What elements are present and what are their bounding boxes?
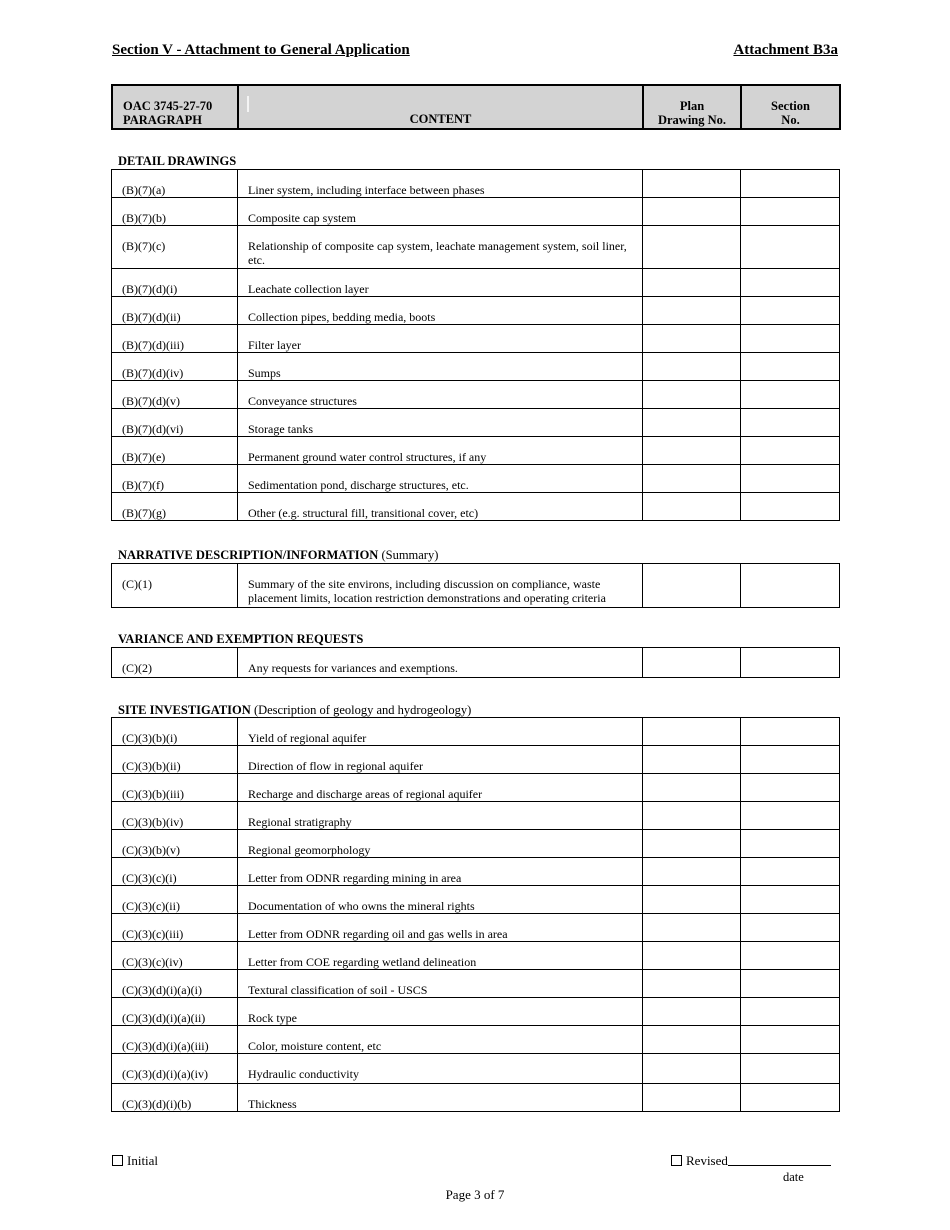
section-no-cell[interactable] — [741, 226, 840, 269]
content-cell: Conveyance structures — [238, 381, 643, 409]
plan-drawing-cell[interactable] — [643, 381, 741, 409]
content-cell: Composite cap system — [238, 198, 643, 226]
paragraph-cell: (C)(3)(c)(ii) — [112, 886, 238, 914]
content-cell: Letter from ODNR regarding oil and gas wells in area — [238, 914, 643, 942]
section-title-narrative — [118, 548, 438, 563]
section-no-cell[interactable] — [741, 942, 840, 970]
content-cell: Letter from COE regarding wetland delineation — [238, 942, 643, 970]
header-paragraph-line2: PARAGRAPH — [123, 113, 202, 127]
paragraph-cell: (C)(3)(c)(iv) — [112, 942, 238, 970]
revised-date-line[interactable] — [728, 1154, 831, 1166]
section-title-variance — [118, 632, 363, 647]
content-cell: Liner system, including interface between phases — [238, 170, 643, 198]
table-row — [112, 1054, 840, 1084]
page-header — [112, 42, 838, 62]
table-row — [112, 170, 840, 198]
paragraph-cell: (C)(3)(b)(ii) — [112, 746, 238, 774]
plan-drawing-cell[interactable] — [643, 998, 741, 1026]
section-no-cell[interactable] — [741, 269, 840, 297]
paragraph-cell: (B)(7)(d)(vi) — [112, 409, 238, 437]
section-no-cell[interactable] — [741, 1026, 840, 1054]
plan-drawing-cell[interactable] — [643, 198, 741, 226]
table-row — [112, 381, 840, 409]
paragraph-cell: (C)(3)(b)(iii) — [112, 774, 238, 802]
section-no-cell[interactable] — [741, 297, 840, 325]
table-row — [112, 353, 840, 381]
paragraph-cell: (B)(7)(d)(ii) — [112, 297, 238, 325]
initial-option[interactable] — [112, 1153, 158, 1169]
paragraph-cell: (C)(3)(d)(i)(b) — [112, 1084, 238, 1112]
section-no-cell[interactable] — [741, 170, 840, 198]
plan-drawing-cell[interactable] — [643, 886, 741, 914]
plan-drawing-cell[interactable] — [643, 858, 741, 886]
content-cell: Permanent ground water control structures, if any — [238, 437, 643, 465]
section-title-site — [118, 703, 471, 718]
table-row — [112, 437, 840, 465]
column-header-table — [111, 84, 841, 130]
section-no-cell[interactable] — [741, 465, 840, 493]
header-plan-line2: Drawing No. — [657, 113, 727, 127]
header-plan-drawing — [643, 85, 741, 129]
plan-drawing-cell[interactable] — [643, 830, 741, 858]
content-cell: Textural classification of soil - USCS — [238, 970, 643, 998]
plan-drawing-cell[interactable] — [643, 774, 741, 802]
table-row — [112, 325, 840, 353]
plan-drawing-cell[interactable] — [643, 1026, 741, 1054]
cursor-mark — [247, 96, 249, 112]
table-row — [112, 998, 840, 1026]
table-row — [112, 774, 840, 802]
section-no-cell[interactable] — [741, 718, 840, 746]
content-cell: Hydraulic conductivity — [238, 1054, 643, 1084]
paragraph-cell: (B)(7)(d)(v) — [112, 381, 238, 409]
paragraph-cell: (C)(3)(d)(i)(a)(iv) — [112, 1054, 238, 1084]
plan-drawing-cell[interactable] — [643, 465, 741, 493]
detail-title: DETAIL DRAWINGS — [118, 154, 237, 168]
header-plan-line1: Plan — [679, 99, 705, 113]
section-no-cell[interactable] — [741, 886, 840, 914]
narrative-title: NARRATIVE DESCRIPTION/INFORMATION — [118, 548, 379, 562]
plan-drawing-cell[interactable] — [643, 1054, 741, 1084]
paragraph-cell: (C)(3)(c)(iii) — [112, 914, 238, 942]
plan-drawing-cell[interactable] — [643, 648, 741, 678]
section-no-cell[interactable] — [741, 914, 840, 942]
plan-drawing-cell[interactable] — [643, 353, 741, 381]
content-cell: Direction of flow in regional aquifer — [238, 746, 643, 774]
paragraph-cell: (C)(3)(c)(i) — [112, 858, 238, 886]
paragraph-cell: (C)(3)(b)(i) — [112, 718, 238, 746]
table-row — [112, 1026, 840, 1054]
initial-label: Initial — [127, 1153, 159, 1168]
table-row — [112, 269, 840, 297]
table-row — [112, 914, 840, 942]
revised-checkbox[interactable] — [671, 1155, 682, 1166]
content-cell: Any requests for variances and exemptions. — [238, 648, 643, 678]
content-cell: Sumps — [238, 353, 643, 381]
header-paragraph-line1: OAC 3745-27-70 — [123, 99, 213, 113]
paragraph-cell: (C)(3)(b)(iv) — [112, 802, 238, 830]
paragraph-cell: (B)(7)(f) — [112, 465, 238, 493]
section-no-cell[interactable] — [741, 325, 840, 353]
content-cell: Sedimentation pond, discharge structures, etc. — [238, 465, 643, 493]
narrative-table — [111, 563, 840, 608]
plan-drawing-cell[interactable] — [643, 746, 741, 774]
table-row — [112, 198, 840, 226]
content-cell: Regional geomorphology — [238, 830, 643, 858]
site-title: SITE INVESTIGATION — [118, 703, 251, 717]
content-cell: Filter layer — [238, 325, 643, 353]
table-row — [112, 226, 840, 269]
section-no-cell[interactable] — [741, 774, 840, 802]
paragraph-cell: (B)(7)(g) — [112, 493, 238, 521]
content-cell: Thickness — [238, 1084, 643, 1112]
table-row — [112, 718, 840, 746]
section-no-cell[interactable] — [741, 381, 840, 409]
document-title: Section V - Attachment to General Application — [112, 42, 410, 58]
section-no-cell[interactable] — [741, 970, 840, 998]
table-row — [112, 858, 840, 886]
section-no-cell[interactable] — [741, 198, 840, 226]
paragraph-cell: (C)(1) — [112, 564, 238, 608]
section-no-cell[interactable] — [741, 564, 840, 608]
plan-drawing-cell[interactable] — [643, 802, 741, 830]
content-cell: Regional stratigraphy — [238, 802, 643, 830]
plan-drawing-cell[interactable] — [643, 564, 741, 608]
header-section-line2: No. — [781, 113, 800, 127]
detail-drawings-table — [111, 169, 840, 521]
variance-table — [111, 647, 840, 678]
section-no-cell[interactable] — [741, 409, 840, 437]
table-row — [112, 886, 840, 914]
paragraph-cell: (B)(7)(d)(iv) — [112, 353, 238, 381]
paragraph-cell: (B)(7)(e) — [112, 437, 238, 465]
table-row — [112, 409, 840, 437]
paragraph-cell: (B)(7)(d)(i) — [112, 269, 238, 297]
paragraph-cell: (B)(7)(b) — [112, 198, 238, 226]
site-investigation-table — [111, 717, 840, 1112]
plan-drawing-cell[interactable] — [643, 269, 741, 297]
plan-drawing-cell[interactable] — [643, 325, 741, 353]
paragraph-cell: (B)(7)(d)(iii) — [112, 325, 238, 353]
plan-drawing-cell[interactable] — [643, 718, 741, 746]
content-cell: Documentation of who owns the mineral rights — [238, 886, 643, 914]
table-row — [112, 465, 840, 493]
content-cell: Relationship of composite cap system, leachate management system, soil liner, etc. — [238, 226, 643, 269]
content-cell: Storage tanks — [238, 409, 643, 437]
section-no-cell[interactable] — [741, 1054, 840, 1084]
variance-title: VARIANCE AND EXEMPTION REQUESTS — [118, 632, 364, 646]
table-row — [112, 297, 840, 325]
section-no-cell[interactable] — [741, 746, 840, 774]
section-no-cell[interactable] — [741, 493, 840, 521]
plan-drawing-cell[interactable] — [643, 914, 741, 942]
table-row — [112, 493, 840, 521]
table-row — [112, 1084, 840, 1112]
content-cell: Other (e.g. structural fill, transitional cover, etc) — [238, 493, 643, 521]
section-no-cell[interactable] — [741, 437, 840, 465]
plan-drawing-cell[interactable] — [643, 493, 741, 521]
site-subtitle: (Description of geology and hydrogeology) — [253, 703, 472, 717]
table-row — [112, 942, 840, 970]
paragraph-cell: (C)(3)(d)(i)(a)(ii) — [112, 998, 238, 1026]
table-row — [112, 830, 840, 858]
paragraph-cell: (C)(3)(b)(v) — [112, 830, 238, 858]
revised-label: Revised — [686, 1153, 728, 1168]
header-content-label: CONTENT — [409, 112, 472, 126]
paragraph-cell: (B)(7)(c) — [112, 226, 238, 269]
header-section-line1: Section — [771, 99, 810, 113]
section-no-cell[interactable] — [741, 858, 840, 886]
section-no-cell[interactable] — [741, 802, 840, 830]
plan-drawing-cell[interactable] — [643, 297, 741, 325]
section-no-cell[interactable] — [741, 998, 840, 1026]
section-no-cell[interactable] — [741, 830, 840, 858]
table-row — [112, 970, 840, 998]
table-row — [112, 564, 840, 608]
narrative-subtitle: (Summary) — [381, 548, 439, 562]
section-no-cell[interactable] — [741, 648, 840, 678]
header-section-no — [741, 85, 840, 129]
revised-option[interactable] — [671, 1153, 831, 1169]
plan-drawing-cell[interactable] — [643, 970, 741, 998]
section-no-cell[interactable] — [741, 1084, 840, 1112]
plan-drawing-cell[interactable] — [643, 942, 741, 970]
content-cell: Recharge and discharge areas of regional aquifer — [238, 774, 643, 802]
content-cell: Yield of regional aquifer — [238, 718, 643, 746]
table-row — [112, 746, 840, 774]
header-content — [238, 85, 643, 129]
attachment-label: Attachment B3a — [733, 42, 838, 58]
date-label: date — [783, 1170, 804, 1184]
plan-drawing-cell[interactable] — [643, 226, 741, 269]
table-row — [112, 648, 840, 678]
initial-checkbox[interactable] — [112, 1155, 123, 1166]
paragraph-cell: (B)(7)(a) — [112, 170, 238, 198]
paragraph-cell: (C)(3)(d)(i)(a)(iii) — [112, 1026, 238, 1054]
plan-drawing-cell[interactable] — [643, 1084, 741, 1112]
table-row — [112, 802, 840, 830]
content-cell: Summary of the site environs, including discussion on compliance, waste placement limits, location restriction demonstrations and operating criteria — [238, 564, 643, 608]
content-cell: Rock type — [238, 998, 643, 1026]
content-cell: Leachate collection layer — [238, 269, 643, 297]
content-cell: Letter from ODNR regarding mining in area — [238, 858, 643, 886]
header-paragraph — [112, 85, 238, 129]
plan-drawing-cell[interactable] — [643, 170, 741, 198]
content-cell: Collection pipes, bedding media, boots — [238, 297, 643, 325]
section-title-detail — [118, 154, 236, 169]
plan-drawing-cell[interactable] — [643, 409, 741, 437]
content-cell: Color, moisture content, etc — [238, 1026, 643, 1054]
section-no-cell[interactable] — [741, 353, 840, 381]
page-number: Page 3 of 7 — [445, 1187, 505, 1202]
plan-drawing-cell[interactable] — [643, 437, 741, 465]
paragraph-cell: (C)(3)(d)(i)(a)(i) — [112, 970, 238, 998]
paragraph-cell: (C)(2) — [112, 648, 238, 678]
